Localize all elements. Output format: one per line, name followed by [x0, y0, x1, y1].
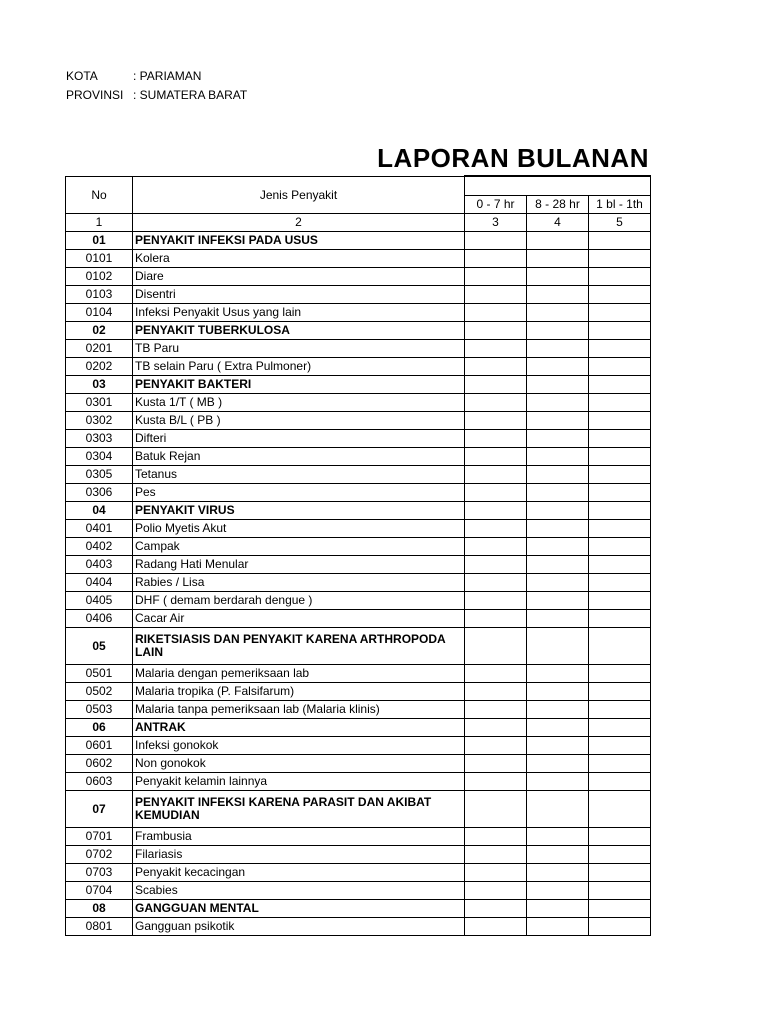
count-cell	[589, 268, 651, 286]
count-cell	[465, 755, 527, 773]
count-cell	[465, 412, 527, 430]
count-cell	[527, 701, 589, 719]
table-row	[66, 882, 651, 900]
count-cell	[589, 791, 651, 828]
disease-name: Gangguan psikotik	[133, 918, 465, 936]
col-jenis-header: Jenis Penyakit	[133, 177, 465, 214]
disease-name: Diare	[133, 268, 465, 286]
table-row	[66, 520, 651, 538]
table-row	[66, 737, 651, 755]
table-row	[66, 286, 651, 304]
disease-code: 0403	[66, 556, 133, 574]
disease-name: Batuk Rejan	[133, 448, 465, 466]
category-row	[66, 376, 651, 394]
table-row	[66, 448, 651, 466]
count-cell	[465, 791, 527, 828]
count-cell	[465, 665, 527, 683]
table-row	[66, 466, 651, 484]
count-cell	[527, 846, 589, 864]
count-cell	[527, 773, 589, 791]
count-cell	[527, 592, 589, 610]
disease-code: 0502	[66, 683, 133, 701]
disease-code: 02	[66, 322, 133, 340]
count-cell	[589, 232, 651, 250]
header-row-top	[66, 177, 651, 196]
disease-name: Malaria dengan pemeriksaan lab	[133, 665, 465, 683]
disease-code: 05	[66, 628, 133, 665]
count-cell	[527, 791, 589, 828]
disease-name: Malaria tropika (P. Falsifarum)	[133, 683, 465, 701]
provinsi-row	[66, 86, 247, 105]
count-cell	[465, 773, 527, 791]
count-cell	[589, 592, 651, 610]
disease-code: 0704	[66, 882, 133, 900]
count-cell	[465, 719, 527, 737]
count-cell	[527, 376, 589, 394]
disease-name: Radang Hati Menular	[133, 556, 465, 574]
count-cell	[527, 412, 589, 430]
count-cell	[527, 520, 589, 538]
count-cell	[589, 412, 651, 430]
count-cell	[527, 610, 589, 628]
table-row	[66, 538, 651, 556]
disease-name: Infeksi Penyakit Usus yang lain	[133, 304, 465, 322]
count-cell	[465, 574, 527, 592]
count-cell	[589, 466, 651, 484]
count-cell	[589, 628, 651, 665]
disease-code: 0303	[66, 430, 133, 448]
count-cell	[527, 286, 589, 304]
disease-report-table	[65, 176, 651, 936]
table-row	[66, 430, 651, 448]
disease-code: 0601	[66, 737, 133, 755]
count-cell	[589, 665, 651, 683]
count-cell	[589, 701, 651, 719]
count-cell	[589, 358, 651, 376]
count-cell	[589, 538, 651, 556]
disease-name: Malaria tanpa pemeriksaan lab (Malaria klinis)	[133, 701, 465, 719]
count-cell	[465, 286, 527, 304]
table-row	[66, 412, 651, 430]
disease-code: 0104	[66, 304, 133, 322]
disease-code: 0501	[66, 665, 133, 683]
count-cell	[589, 610, 651, 628]
disease-code: 08	[66, 900, 133, 918]
age-col-header: 1 bl - 1th	[589, 195, 651, 214]
count-cell	[465, 394, 527, 412]
count-cell	[589, 502, 651, 520]
count-cell	[527, 430, 589, 448]
count-cell	[589, 683, 651, 701]
count-cell	[527, 340, 589, 358]
table-row	[66, 828, 651, 846]
table-row	[66, 574, 651, 592]
disease-code: 0306	[66, 484, 133, 502]
count-cell	[527, 556, 589, 574]
count-cell	[527, 232, 589, 250]
disease-code: 0304	[66, 448, 133, 466]
count-cell	[465, 232, 527, 250]
count-cell	[527, 394, 589, 412]
count-cell	[527, 683, 589, 701]
count-cell	[465, 846, 527, 864]
count-cell	[527, 755, 589, 773]
disease-code: 04	[66, 502, 133, 520]
disease-name: Filariasis	[133, 846, 465, 864]
table-row	[66, 701, 651, 719]
count-cell	[527, 574, 589, 592]
count-cell	[589, 900, 651, 918]
disease-name: Infeksi gonokok	[133, 737, 465, 755]
count-cell	[527, 628, 589, 665]
count-cell	[465, 683, 527, 701]
count-cell	[527, 448, 589, 466]
count-cell	[465, 592, 527, 610]
count-cell	[465, 828, 527, 846]
report-title: LAPORAN BULANAN	[377, 143, 649, 173]
count-cell	[465, 628, 527, 665]
disease-name: PENYAKIT TUBERKULOSA	[133, 322, 465, 340]
disease-name: Frambusia	[133, 828, 465, 846]
category-row	[66, 719, 651, 737]
disease-name: Cacar Air	[133, 610, 465, 628]
count-cell	[589, 828, 651, 846]
count-cell	[589, 376, 651, 394]
col-no-header: No	[66, 177, 133, 214]
count-cell	[527, 719, 589, 737]
count-cell	[589, 520, 651, 538]
disease-code: 01	[66, 232, 133, 250]
disease-name: Disentri	[133, 286, 465, 304]
report-meta	[66, 67, 247, 105]
count-cell	[589, 864, 651, 882]
count-cell	[589, 340, 651, 358]
table-row	[66, 755, 651, 773]
column-number: 2	[133, 214, 465, 232]
count-cell	[527, 484, 589, 502]
table-row	[66, 484, 651, 502]
column-number: 5	[589, 214, 651, 232]
count-cell	[465, 918, 527, 936]
age-col-header: 0 - 7 hr	[465, 195, 527, 214]
disease-name: Scabies	[133, 882, 465, 900]
count-cell	[527, 304, 589, 322]
provinsi-label: PROVINSI	[66, 88, 124, 102]
disease-code: 0102	[66, 268, 133, 286]
disease-code: 0302	[66, 412, 133, 430]
disease-code: 06	[66, 719, 133, 737]
count-cell	[589, 448, 651, 466]
disease-code: 0701	[66, 828, 133, 846]
count-cell	[527, 268, 589, 286]
count-cell	[589, 574, 651, 592]
count-cell	[465, 250, 527, 268]
table-row	[66, 592, 651, 610]
disease-name: GANGGUAN MENTAL	[133, 900, 465, 918]
count-cell	[527, 250, 589, 268]
disease-code: 0401	[66, 520, 133, 538]
category-row	[66, 322, 651, 340]
count-cell	[527, 538, 589, 556]
disease-code: 0603	[66, 773, 133, 791]
count-cell	[589, 430, 651, 448]
kota-row	[66, 67, 247, 86]
disease-name: RIKETSIASIS DAN PENYAKIT KARENA ARTHROPODA LAIN	[133, 628, 465, 665]
count-cell	[527, 358, 589, 376]
count-cell	[465, 610, 527, 628]
disease-name: PENYAKIT VIRUS	[133, 502, 465, 520]
count-cell	[589, 322, 651, 340]
disease-code: 0301	[66, 394, 133, 412]
category-row	[66, 900, 651, 918]
disease-name: Polio Myetis Akut	[133, 520, 465, 538]
disease-code: 0402	[66, 538, 133, 556]
disease-name: Campak	[133, 538, 465, 556]
disease-name: DHF ( demam berdarah dengue )	[133, 592, 465, 610]
disease-name: Tetanus	[133, 466, 465, 484]
count-cell	[465, 484, 527, 502]
count-cell	[465, 864, 527, 882]
count-cell	[465, 466, 527, 484]
count-cell	[527, 864, 589, 882]
count-cell	[589, 484, 651, 502]
count-cell	[589, 250, 651, 268]
count-cell	[465, 502, 527, 520]
count-cell	[465, 322, 527, 340]
disease-name: PENYAKIT BAKTERI	[133, 376, 465, 394]
table-row	[66, 340, 651, 358]
disease-code: 0103	[66, 286, 133, 304]
table-row	[66, 358, 651, 376]
kota-value: : PARIAMAN	[133, 69, 202, 83]
table-row	[66, 683, 651, 701]
report-body	[66, 232, 651, 936]
count-cell	[589, 394, 651, 412]
count-cell	[465, 430, 527, 448]
table-row	[66, 394, 651, 412]
column-number: 3	[465, 214, 527, 232]
count-cell	[465, 268, 527, 286]
category-row	[66, 232, 651, 250]
disease-code: 07	[66, 791, 133, 828]
age-group-header	[465, 177, 651, 196]
column-number: 4	[527, 214, 589, 232]
count-cell	[527, 882, 589, 900]
count-cell	[589, 773, 651, 791]
disease-code: 0703	[66, 864, 133, 882]
count-cell	[527, 828, 589, 846]
count-cell	[465, 448, 527, 466]
table-row	[66, 846, 651, 864]
count-cell	[527, 665, 589, 683]
disease-code: 0406	[66, 610, 133, 628]
disease-name: ANTRAK	[133, 719, 465, 737]
disease-code: 0702	[66, 846, 133, 864]
category-row	[66, 502, 651, 520]
disease-name: Penyakit kecacingan	[133, 864, 465, 882]
count-cell	[465, 538, 527, 556]
count-cell	[465, 520, 527, 538]
count-cell	[589, 755, 651, 773]
count-cell	[527, 900, 589, 918]
count-cell	[589, 737, 651, 755]
count-cell	[589, 304, 651, 322]
disease-code: 0801	[66, 918, 133, 936]
count-cell	[527, 322, 589, 340]
count-cell	[589, 882, 651, 900]
provinsi-value: : SUMATERA BARAT	[133, 88, 248, 102]
column-number-row	[66, 214, 651, 232]
disease-name: Pes	[133, 484, 465, 502]
disease-name: Non gonokok	[133, 755, 465, 773]
disease-code: 0101	[66, 250, 133, 268]
count-cell	[465, 358, 527, 376]
disease-code: 0305	[66, 466, 133, 484]
count-cell	[465, 376, 527, 394]
disease-code: 0201	[66, 340, 133, 358]
count-cell	[465, 556, 527, 574]
count-cell	[465, 701, 527, 719]
count-cell	[527, 918, 589, 936]
disease-name: Difteri	[133, 430, 465, 448]
table-row	[66, 268, 651, 286]
table-row	[66, 556, 651, 574]
table-row	[66, 304, 651, 322]
table-row	[66, 918, 651, 936]
count-cell	[527, 737, 589, 755]
table-row	[66, 773, 651, 791]
count-cell	[465, 340, 527, 358]
count-cell	[589, 286, 651, 304]
disease-name: Kusta B/L ( PB )	[133, 412, 465, 430]
table-row	[66, 665, 651, 683]
disease-code: 0202	[66, 358, 133, 376]
age-col-header: 8 - 28 hr	[527, 195, 589, 214]
count-cell	[465, 900, 527, 918]
disease-name: PENYAKIT INFEKSI KARENA PARASIT DAN AKIBAT KEMUDIAN	[133, 791, 465, 828]
count-cell	[465, 304, 527, 322]
category-row	[66, 628, 651, 665]
disease-name: Kolera	[133, 250, 465, 268]
table-row	[66, 250, 651, 268]
count-cell	[465, 737, 527, 755]
kota-label: KOTA	[66, 69, 98, 83]
count-cell	[527, 466, 589, 484]
count-cell	[589, 719, 651, 737]
disease-code: 03	[66, 376, 133, 394]
table-row	[66, 864, 651, 882]
disease-code: 0405	[66, 592, 133, 610]
disease-code: 0503	[66, 701, 133, 719]
column-number: 1	[66, 214, 133, 232]
disease-name: Penyakit kelamin lainnya	[133, 773, 465, 791]
count-cell	[589, 556, 651, 574]
disease-code: 0602	[66, 755, 133, 773]
category-row	[66, 791, 651, 828]
disease-name: TB selain Paru ( Extra Pulmoner)	[133, 358, 465, 376]
disease-name: PENYAKIT INFEKSI PADA USUS	[133, 232, 465, 250]
table-row	[66, 610, 651, 628]
disease-code: 0404	[66, 574, 133, 592]
count-cell	[589, 918, 651, 936]
count-cell	[465, 882, 527, 900]
count-cell	[527, 502, 589, 520]
disease-name: TB Paru	[133, 340, 465, 358]
disease-name: Rabies / Lisa	[133, 574, 465, 592]
disease-name: Kusta 1/T ( MB )	[133, 394, 465, 412]
count-cell	[589, 846, 651, 864]
